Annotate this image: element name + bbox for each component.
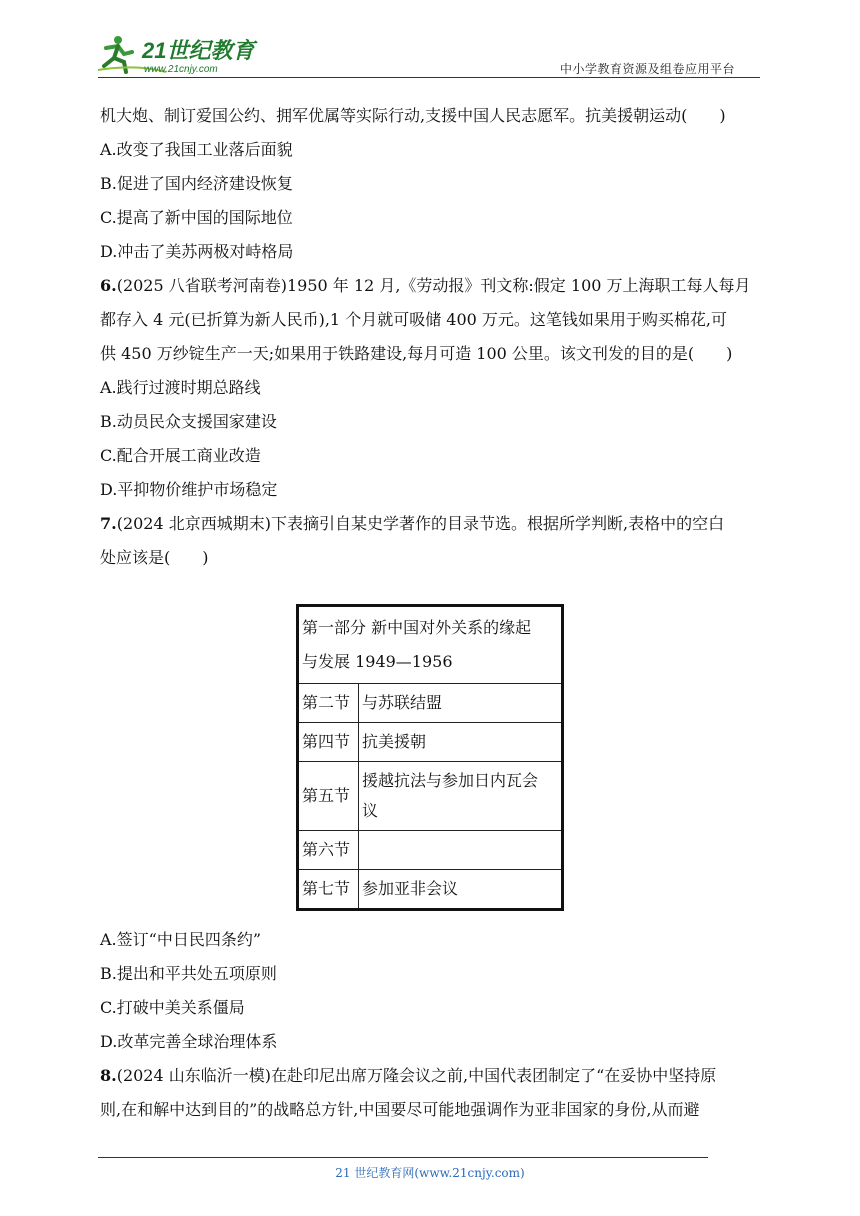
footer-divider	[98, 1157, 708, 1158]
q7-option-c: C.打破中美关系僵局	[100, 998, 245, 1017]
toc-section: 第四节	[298, 723, 359, 762]
q7-stem-line2: 处应该是( )	[100, 548, 209, 567]
q7-number: 7.	[100, 514, 117, 533]
toc-content: 抗美援朝	[359, 723, 563, 762]
q8-stem-line1: 8.(2024 山东临沂一模)在赴印尼出席万隆会议之前,中国代表团制定了“在妥协中坚持原	[100, 1066, 717, 1085]
q6-option-d: D.平抑物价维护市场稳定	[100, 480, 278, 499]
q6-option-a: A.践行过渡时期总路线	[100, 378, 261, 397]
table-row	[298, 684, 563, 723]
q6-stem-line1: 6.(2025 八省联考河南卷)1950 年 12 月,《劳动报》刊文称:假定 100 万上海职工每人每月	[100, 276, 751, 295]
q6-number: 6.	[100, 276, 117, 295]
toc-content: 援越抗法与参加日内瓦会 议	[359, 762, 563, 831]
q6-option-c: C.配合开展工商业改造	[100, 446, 261, 465]
toc-section: 第二节	[298, 684, 359, 723]
q8-number: 8.	[100, 1066, 117, 1085]
toc-title-cell: 第一部分 新中国对外关系的缘起 与发展 1949—1956	[298, 606, 563, 684]
q5-option-d: D.冲击了美苏两极对峙格局	[100, 242, 294, 261]
header-divider	[98, 77, 760, 78]
q5-option-c: C.提高了新中国的国际地位	[100, 208, 293, 227]
toc-table	[296, 604, 564, 911]
q7-option-a: A.签订“中日民四条约”	[100, 930, 262, 949]
q7-stem-line1: 7.(2024 北京西城期末)下表摘引自某史学著作的目录节选。根据所学判断,表格中的空白	[100, 514, 725, 533]
q6-stem-line2: 都存入 4 元(已折算为新人民币),1 个月就可吸储 400 万元。这笔钱如果用于购买棉花,可	[100, 310, 727, 329]
table-row	[298, 870, 563, 910]
toc-section: 第五节	[298, 762, 359, 831]
q6-stem-line3: 供 450 万纱锭生产一天;如果用于铁路建设,每月可造 100 公里。该文刊发的目的是( )	[100, 344, 733, 363]
q5-option-b: B.促进了国内经济建设恢复	[100, 174, 293, 193]
table-row	[298, 762, 563, 831]
toc-content: 与苏联结盟	[359, 684, 563, 723]
runner-logo-icon	[96, 34, 266, 76]
toc-content: 参加亚非会议	[359, 870, 563, 910]
footer-link[interactable]: 21 世纪教育网(www.21cnjy.com)	[335, 1166, 525, 1180]
site-logo	[96, 34, 266, 76]
table-row	[298, 606, 563, 684]
q7-option-b: B.提出和平共处五项原则	[100, 964, 277, 983]
header-platform-label: 中小学教育资源及组卷应用平台	[560, 62, 736, 76]
table-row	[298, 723, 563, 762]
toc-section: 第六节	[298, 831, 359, 870]
q5-option-a: A.改变了我国工业落后面貌	[100, 140, 293, 159]
logo-text: 21世纪教育	[142, 38, 255, 63]
table-row	[298, 831, 563, 870]
toc-section: 第七节	[298, 870, 359, 910]
q5-stem-tail: 机大炮、制订爱国公约、拥军优属等实际行动,支援中国人民志愿军。抗美援朝运动( )	[100, 106, 726, 125]
q6-option-b: B.动员民众支援国家建设	[100, 412, 277, 431]
q7-option-d: D.改革完善全球治理体系	[100, 1032, 278, 1051]
q8-stem-line2: 则,在和解中达到目的”的战略总方针,中国要尽可能地强调作为亚非国家的身份,从而避	[100, 1100, 700, 1119]
logo-url: www.21cnjy.com	[144, 64, 218, 75]
toc-blank-cell	[359, 831, 563, 870]
